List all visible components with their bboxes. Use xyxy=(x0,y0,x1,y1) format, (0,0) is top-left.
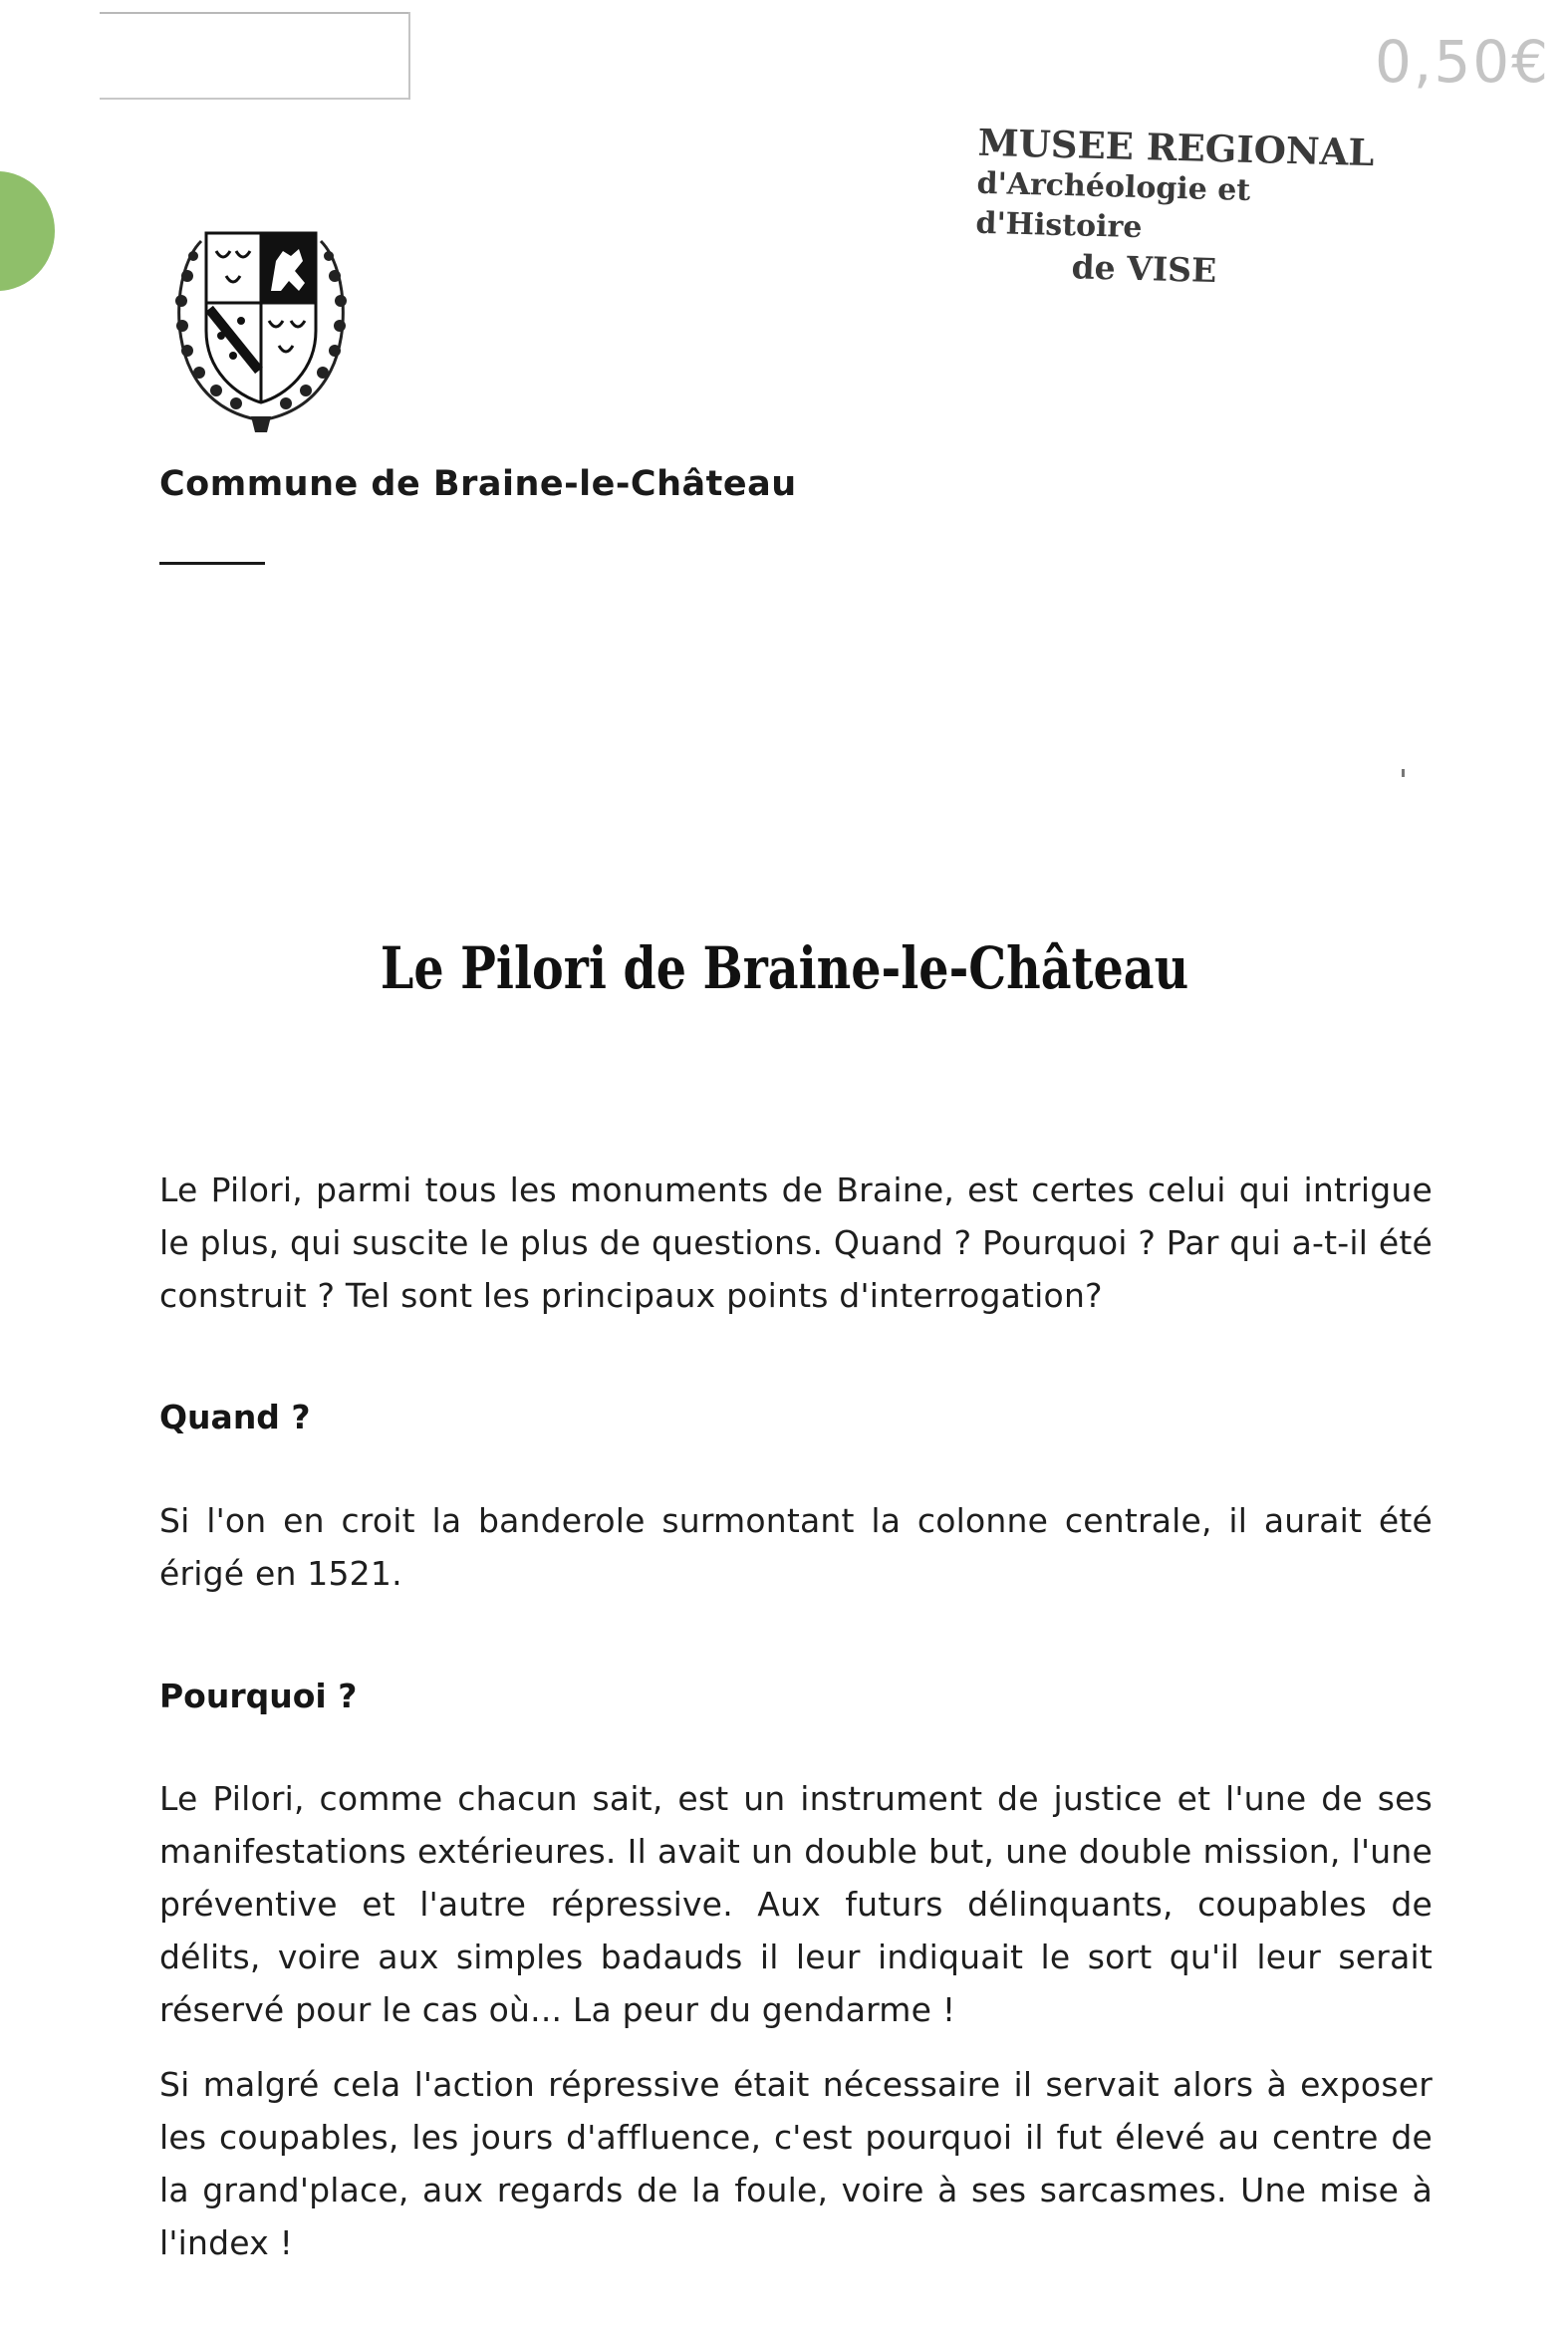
coat-of-arms-icon xyxy=(171,221,351,435)
scan-artifact-line xyxy=(100,98,410,100)
commune-name: Commune de Braine-le-Château xyxy=(159,464,797,504)
stamp-line: MUSEE REGIONAL xyxy=(977,120,1375,175)
scan-speck xyxy=(1402,769,1405,777)
stamp-line: de VISE xyxy=(1071,247,1217,291)
stamp-line: d'Archéologie et d'Histoire xyxy=(975,165,1251,246)
quand-paragraph: Si l'on en croit la banderole surmontant la colonne centrale, il aurait été érigé en 1521. xyxy=(159,1501,1433,1593)
scan-artifact-line xyxy=(100,12,410,14)
page-title: Le Pilori de Braine-le-Château xyxy=(380,934,1189,1002)
pourquoi-paragraph: Si malgré cela l'action répressive était nécessaire il servait alors à exposer les coupables, les jours d'affluence, c'est pourquoi il fut élevé au centre de la grand'place, aux regards de la foule, voire à ses sarcasmes. Une mise à l'index ! xyxy=(159,2065,1433,2262)
green-sticker xyxy=(0,171,55,291)
section-heading-pourquoi: Pourquoi ? xyxy=(159,1677,358,1715)
intro-paragraph: Le Pilori, parmi tous les monuments de Braine, est certes celui qui intrigue le plus, qui suscite le plus de questions. Quand ? Pourquoi ? Par qui a-t-il été construit ? Tel sont les principaux points d'interrogation? xyxy=(159,1170,1433,1315)
divider xyxy=(159,562,265,565)
scan-artifact-line xyxy=(408,12,410,100)
museum-stamp xyxy=(974,121,1377,296)
price-pencil-note: 0,50€ xyxy=(1375,28,1551,96)
pourquoi-paragraph: Le Pilori, comme chacun sait, est un instrument de justice et l'une de ses manifestations extérieures. Il avait un double but, une double mission, l'une préventive et l'autre répressive. Aux futurs délinquants, coupables de délits, voire aux simples badauds il leur indiquait le sort qu'il leur serait réservé pour le cas où... La peur du gendarme ! xyxy=(159,1779,1433,2029)
section-heading-quand: Quand ? xyxy=(159,1398,311,1436)
